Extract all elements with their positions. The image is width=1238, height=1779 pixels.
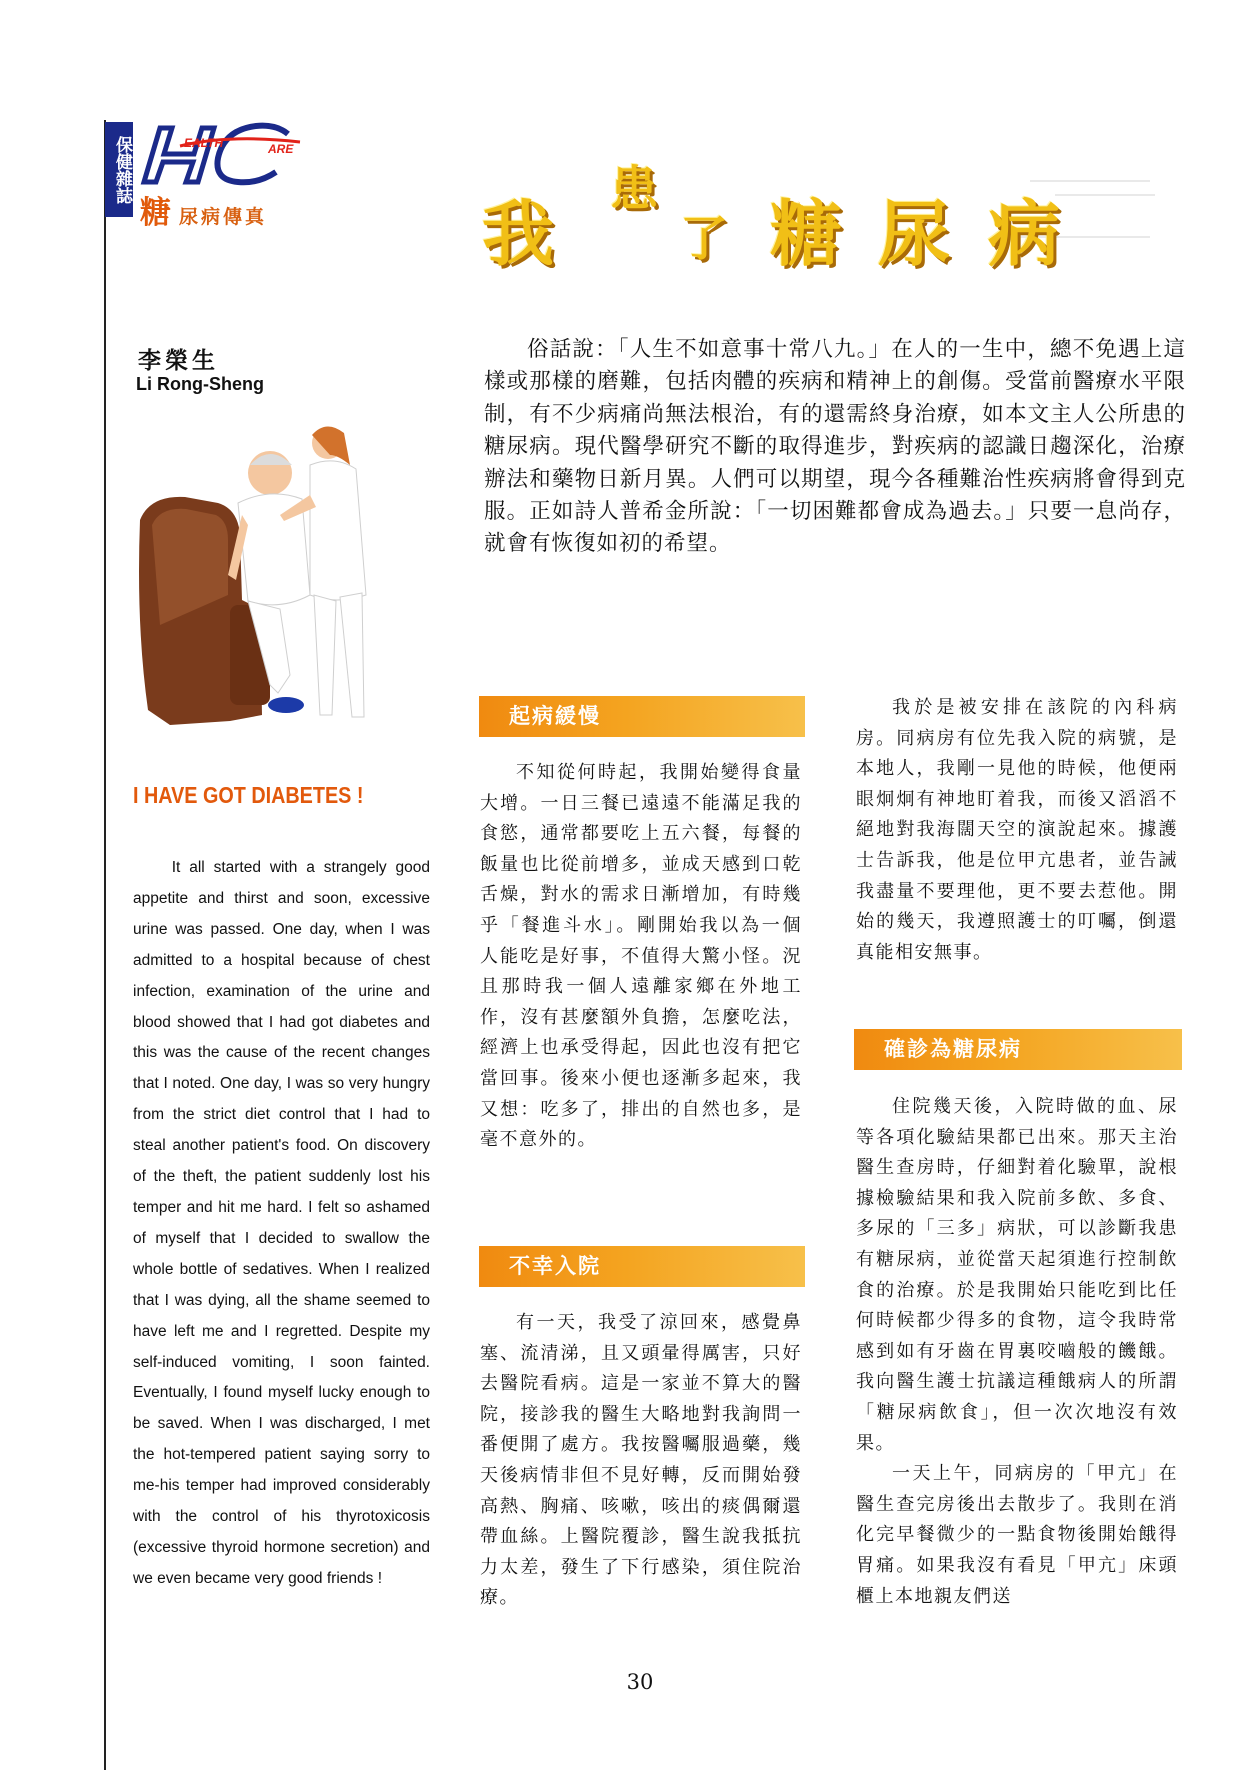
magazine-label-vertical: 保健雜誌 — [105, 122, 133, 217]
article-column — [856, 693, 1178, 968]
title-speed-line — [1055, 194, 1155, 196]
article-title — [470, 150, 1210, 276]
title-char: 尿 — [878, 191, 951, 276]
logo-word-care: ARE — [268, 142, 294, 156]
body-paragraph: 住院幾天後，入院時做的血、尿等各項化驗結果都已出來。那天主治醫生查房時，仔細對着化驗單，說根據檢驗結果和我入院前多飲、多食、多尿的「三多」病狀，可以診斷我患有糖尿病，並從當天起須進行控制飲食的治療。於是我開始只能吃到比任何時候都少得多的食物，這令我時常感到如有牙齒在胃裏咬嚙般的饑餓。我向醫生護士抗議這種餓病人的所謂「糖尿病飲食」，但一次次地沒有效果。 — [856, 1096, 1178, 1454]
column-topic — [140, 187, 267, 232]
article-column — [480, 758, 802, 1156]
author-name-chinese: 李榮生 — [138, 348, 219, 374]
margin-rule — [104, 120, 106, 1770]
logo-word-health: EALTH — [184, 136, 224, 150]
body-paragraph: 有一天，我受了涼回來，感覺鼻塞、流清涕，且又頭暈得厲害，只好去醫院看病。這是一家並不算大的醫院，接診我的醫生大略地對我詢問一番便開了處方。我按醫囑服過藥，幾天後病情非但不見好轉，反而開始發高熱、胸痛、咳嗽，咳出的痰偶爾還帶血絲。上醫院覆診，醫生說我抵抗力太差，發生了下行感染，須住院治療。 — [480, 1312, 802, 1609]
body-paragraph: 一天上午，同病房的「甲亢」在醫生查完房後出去散步了。我則在消化完早餐微少的一點食物後開始餓得胃痛。如果我沒有看見「甲亢」床頭櫃上本地親友們送 — [856, 1463, 1178, 1607]
article-column — [856, 1092, 1178, 1612]
section-heading: 不幸入院 — [479, 1246, 805, 1287]
title-char: 了 — [680, 211, 729, 267]
author-name-english: Li Rong-Sheng — [136, 374, 264, 394]
title-char: 病 — [988, 191, 1061, 276]
logo-wordmark — [140, 120, 310, 192]
body-paragraph: 我於是被安排在該院的內科病房。同病房有位先我入院的病號，是本地人，我剛一見他的時候，他便兩眼炯炯有神地盯着我，而後又滔滔不絕地對我海闊天空的演說起來。據護士告訴我，他是位甲亢患者，並告誡我盡量不要理他，更不要去惹他。開始的幾天，我遵照護士的叮囑，倒還真能相安無事。 — [856, 697, 1178, 963]
title-char: 患 — [610, 161, 659, 217]
section-heading: 確診為糖尿病 — [854, 1029, 1182, 1070]
body-paragraph: 不知從何時起，我開始變得食量大增。一日三餐已遠遠不能滿足我的食慾，通常都要吃上五六餐，每餐的飯量也比從前增多，並成天感到口乾舌燥，對水的需求日漸增加，有時幾乎「餐進斗水」。剛開始我以為一個人能吃是好事，不值得大驚小怪。況且那時我一個人遠離家鄉在外地工作，沒有甚麼額外負擔，怎麼吃法，經濟上也承受得起，因此也沒有把它當回事。後來小便也逐漸多起來，我又想：吃多了，排出的自然也多，是毫不意外的。 — [480, 762, 802, 1151]
title-char: 糖 — [770, 191, 843, 276]
article-column — [480, 1308, 802, 1614]
topic-sub: 尿病傳真 — [179, 206, 268, 228]
section-heading: 起病緩慢 — [479, 696, 805, 737]
intro-paragraph: 俗話說：「人生不如意事十常八九。」在人的一生中，總不免遇上這樣或那樣的磨難，包括肉體的疾病和精神上的創傷。受當前醫療水平限制，有不少病痛尚無法根治，有的還需終身治療，如本文主人公所患的糖尿病。現代醫學研究不斷的取得進步，對疾病的認識日趨深化，治療辦法和藥物日新月異。人們可以期望，現今各種難治性疾病將會得到克服。正如詩人普希金所說：「一切困難都會成為過去。」只要一息尚存，就會有恢復如初的希望。 — [484, 337, 1186, 557]
title-char: 我 — [482, 191, 555, 276]
page-number: 30 — [626, 1670, 654, 1694]
english-title: I HAVE GOT DIABETES ! — [133, 782, 364, 808]
nurse-helping-patient-illustration — [130, 425, 430, 735]
topic-main: 糖 — [140, 195, 171, 231]
english-summary: It all started with a strangely good appetite and thirst and soon, excessive urine was passed. One day, when I was admitted to a hospital because of chest infection, examination of the urine and blood showed that I had got diabetes and this was the cause of the recent changes that I noted. One day, I was so very hungry from the strict diet control that I had to steal another patient's food. On discovery of the theft, the patient suddenly lost his temper and hit me hard. I felt so ashamed of myself that I decided to swallow the whole bottle of sedatives. When I realized that I was dying, all the shame seemed to have left me and I regretted. Despite my self-induced vomiting, I soon fainted. Eventually, I found myself lucky enough to be saved. When I was discharged, I met the hot-tempered patient saying sorry to me-his temper had improved considerably with the control of his thyrotoxicosis (excessive thyroid hormone secretion) and we even became very good friends ! — [133, 859, 430, 1587]
